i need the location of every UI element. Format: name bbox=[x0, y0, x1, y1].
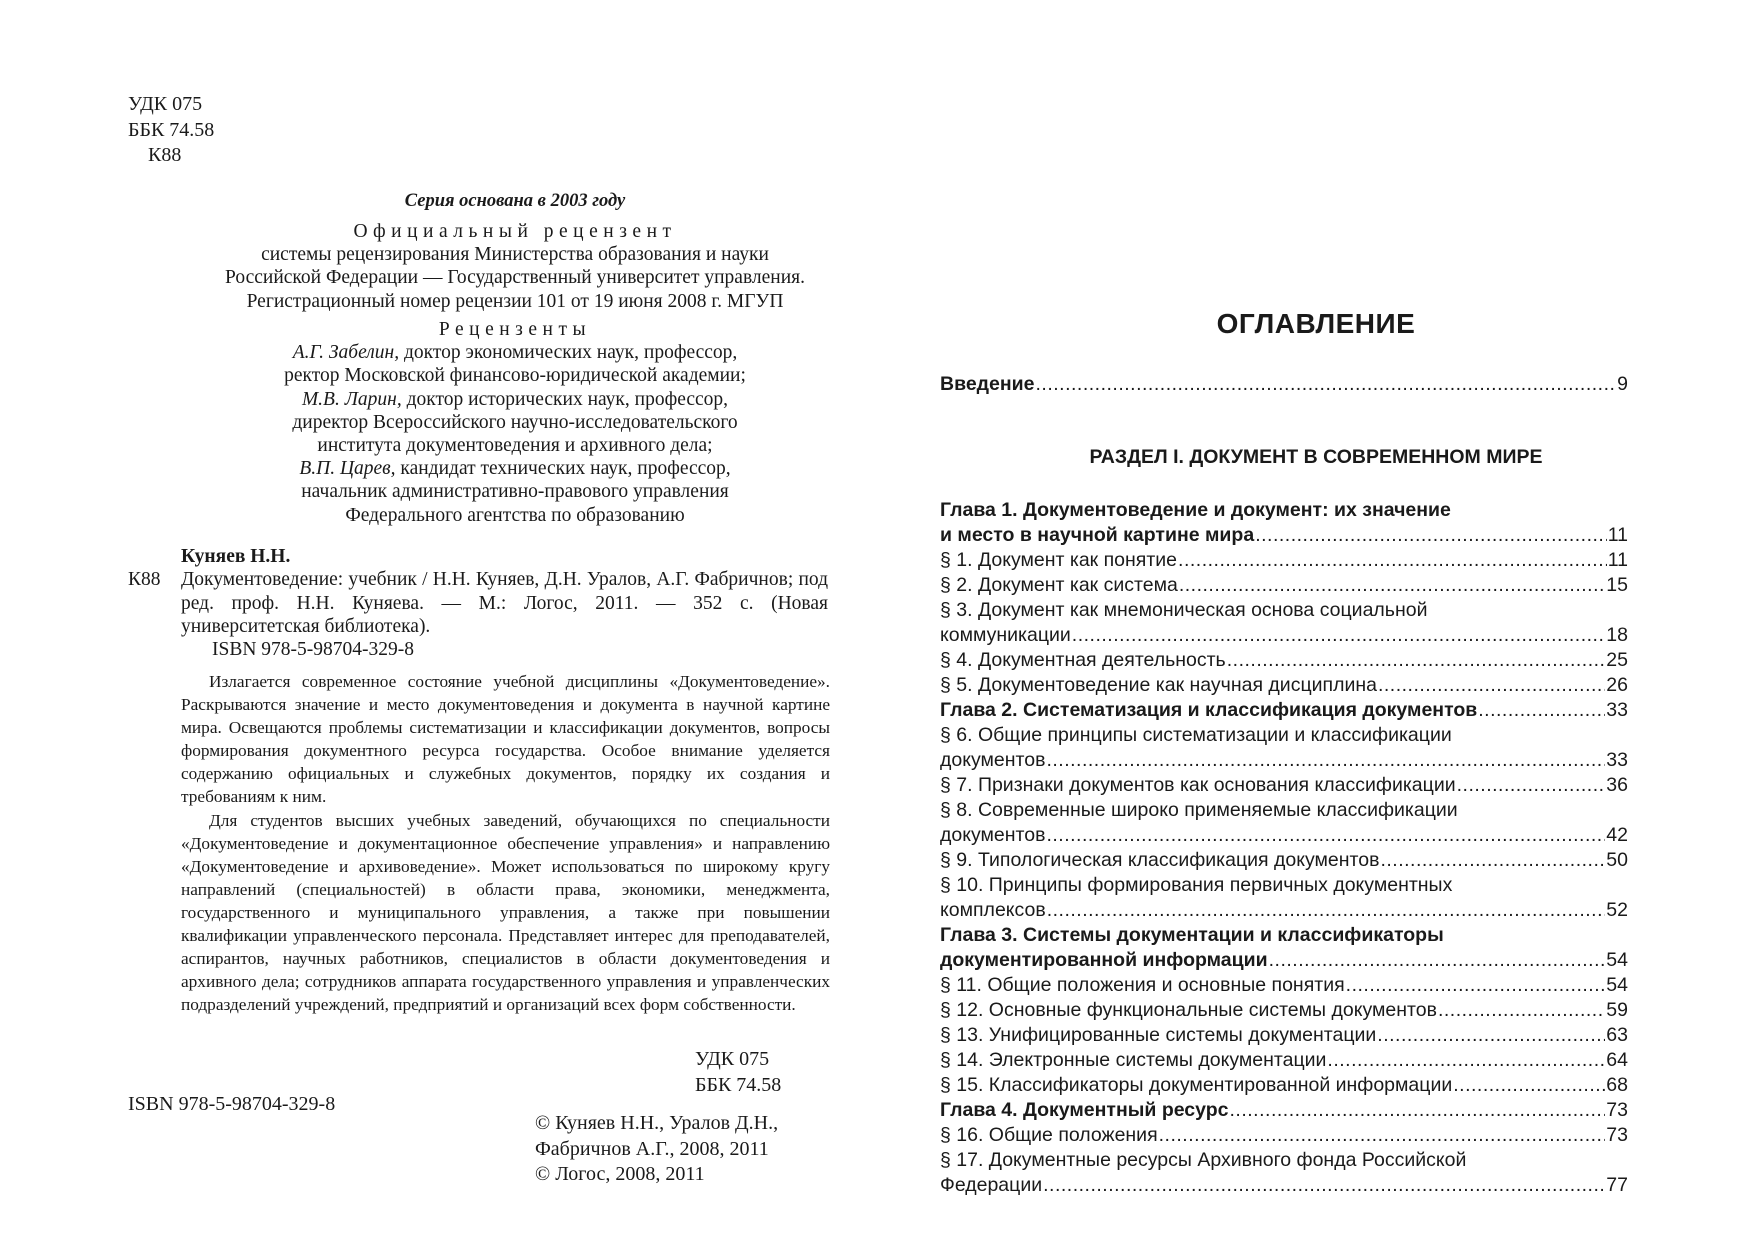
toc-entry[interactable] bbox=[940, 823, 1628, 848]
reviewer-title: доктор исторических наук, профессор, bbox=[401, 388, 729, 410]
udk-code-bottom: УДК 075 bbox=[695, 1048, 770, 1070]
toc-entry-text: § 6. Общие принципы систематизации и классификации bbox=[940, 724, 1452, 746]
copyright-line: © Куняев Н.Н., Уралов Д.Н., bbox=[535, 1112, 779, 1134]
toc-entry[interactable] bbox=[940, 523, 1628, 548]
toc-leader bbox=[1036, 372, 1617, 397]
toc-leader bbox=[1046, 748, 1605, 773]
toc-entry[interactable] bbox=[940, 1173, 1628, 1198]
official-reviewer-block bbox=[150, 220, 880, 313]
toc-page-number: 11 bbox=[1607, 549, 1628, 571]
copyright-block bbox=[535, 1111, 778, 1188]
toc-page-number: 33 bbox=[1606, 749, 1628, 771]
toc-page-number: 68 bbox=[1606, 1074, 1628, 1096]
toc-entry[interactable] bbox=[940, 1148, 1628, 1173]
reviewer-title: доктор экономических наук, профессор, bbox=[399, 342, 738, 364]
toc-page-number: 11 bbox=[1607, 524, 1628, 546]
toc-entry-text: § 7. Признаки документов как основания классификации bbox=[940, 774, 1456, 796]
toc-leader bbox=[1377, 1023, 1605, 1048]
author-sign: К88 bbox=[148, 144, 182, 166]
toc-leader bbox=[1043, 1173, 1605, 1198]
toc-entry-text: § 16. Общие положения bbox=[940, 1124, 1158, 1146]
toc-leader bbox=[1046, 823, 1605, 848]
toc-leader bbox=[1478, 698, 1605, 723]
toc-leader bbox=[1438, 998, 1605, 1023]
toc-entry-text: § 3. Документ как мнемоническая основа социальной bbox=[940, 599, 1428, 621]
toc-entry[interactable] bbox=[940, 898, 1628, 923]
toc-entry-text: § 11. Общие положения и основные понятия bbox=[940, 974, 1345, 996]
toc-entry-text: Глава 3. Системы документации и классификаторы bbox=[940, 924, 1444, 946]
toc-entry-text: § 5. Документоведение как научная дисциплина bbox=[940, 674, 1377, 696]
bibliographic-description: Документоведение: учебник / Н.Н. Куняев, Д.Н. Уралов, А.Г. Фабричнов; под ред. проф. Н.Н. Куняева. — М.: Логос, 2011. — 352 с. (Новая университетская библиотека). bbox=[181, 569, 828, 637]
toc-page-number: 64 bbox=[1606, 1049, 1628, 1071]
toc-entry-text: документов bbox=[940, 749, 1046, 771]
reviewer-name: А.Г. Забелин, bbox=[292, 342, 400, 364]
toc-page-number: 59 bbox=[1606, 999, 1628, 1021]
reviewer-line: начальник административно-правового управления bbox=[301, 481, 729, 503]
toc-entry[interactable] bbox=[940, 1073, 1628, 1098]
bbk-code: ББК 74.58 bbox=[128, 118, 215, 141]
toc-page-number: 52 bbox=[1606, 899, 1628, 921]
toc-entry[interactable] bbox=[940, 873, 1628, 898]
toc-leader bbox=[1255, 523, 1607, 548]
series-note: Серия основана в 2003 году bbox=[404, 191, 626, 211]
toc-entry-text: документированной информации bbox=[940, 949, 1268, 971]
toc-page-number: 15 bbox=[1606, 574, 1628, 596]
reviewers-block bbox=[150, 318, 880, 527]
toc-entry-text: Глава 2. Систематизация и классификация документов bbox=[940, 699, 1478, 721]
reviewer-title: кандидат технических наук, профессор, bbox=[395, 458, 731, 480]
right-page bbox=[877, 0, 1755, 1241]
toc-entry-text: § 2. Документ как система bbox=[940, 574, 1178, 596]
reviewer-line bbox=[150, 388, 880, 411]
toc-page-number: 9 bbox=[1617, 373, 1628, 395]
toc-entry[interactable] bbox=[940, 923, 1628, 948]
isbn-inline: ISBN 978-5-98704-329-8 bbox=[212, 639, 415, 661]
toc-page-number: 73 bbox=[1606, 1124, 1628, 1146]
reviewers-heading: Рецензенты bbox=[438, 319, 592, 340]
toc-entry[interactable] bbox=[940, 848, 1628, 873]
toc-page-number: 42 bbox=[1606, 824, 1628, 846]
toc-entry[interactable] bbox=[940, 698, 1628, 723]
toc-leader bbox=[1380, 848, 1605, 873]
reviewer-name: В.П. Царев, bbox=[299, 458, 396, 480]
annotation-paragraph: Излагается современное состояние учебной дисциплины «Документоведение». Раскрываются значение и место документоведения и документа в научной картине мира. Освещаются проблемы систематизации и классификации документов, вопросы формирования документного ресурса государства. Особое внимание уделяется содержанию официальных и служебных документов, порядку их создания и требованиям к ним. bbox=[181, 672, 830, 807]
toc-entry[interactable] bbox=[940, 1098, 1628, 1123]
toc-entry[interactable] bbox=[940, 548, 1628, 573]
toc-entry[interactable] bbox=[940, 372, 1628, 397]
toc-page-number: 26 bbox=[1606, 674, 1628, 696]
toc-entry[interactable] bbox=[940, 623, 1628, 648]
toc-entry[interactable] bbox=[940, 948, 1628, 973]
copyright-line: Фабричнов А.Г., 2008, 2011 bbox=[535, 1137, 769, 1160]
author-name: Куняев Н.Н. bbox=[181, 546, 291, 567]
toc-page-number: 25 bbox=[1606, 649, 1628, 671]
toc-entry-text: § 8. Современные широко применяемые классификации bbox=[940, 799, 1458, 821]
reviewer-line: ректор Московской финансово-юридической академии; bbox=[284, 365, 746, 387]
toc-page-number: 36 bbox=[1606, 774, 1628, 796]
toc-entry-text: § 13. Унифицированные системы документации bbox=[940, 1024, 1377, 1046]
section-heading: РАЗДЕЛ I. ДОКУМЕНТ В СОВРЕМЕННОМ МИРЕ bbox=[1089, 446, 1543, 468]
toc-entry-text: § 17. Документные ресурсы Архивного фонда Российской bbox=[940, 1149, 1467, 1171]
toc-entry[interactable] bbox=[940, 1123, 1628, 1148]
official-reviewer-line: системы рецензирования Министерства образования и науки bbox=[261, 244, 769, 266]
reviewer-line: института документоведения и архивного дела; bbox=[317, 435, 713, 457]
toc-leader bbox=[1327, 1048, 1605, 1073]
reviewer-line: Федерального агентства по образованию bbox=[345, 504, 685, 526]
toc-leader bbox=[1227, 648, 1606, 673]
reviewer-line: директор Всероссийского научно-исследовательского bbox=[292, 411, 738, 433]
toc-leader bbox=[1457, 773, 1606, 798]
bbk-code-bottom: ББК 74.58 bbox=[695, 1073, 782, 1096]
bibliographic-record bbox=[128, 545, 828, 661]
toc-entry-text: и место в научной картине мира bbox=[940, 524, 1255, 546]
toc-entry[interactable] bbox=[940, 973, 1628, 998]
toc-entry-text: Введение bbox=[940, 373, 1035, 395]
toc-entry-text: § 1. Документ как понятие bbox=[940, 549, 1178, 571]
toc-entry[interactable] bbox=[940, 673, 1628, 698]
toc-entry-text: комплексов bbox=[940, 899, 1046, 921]
author-sign-record: К88 bbox=[128, 569, 161, 590]
toc-page-number: 63 bbox=[1606, 1024, 1628, 1046]
toc-leader bbox=[1178, 548, 1607, 573]
toc-entry[interactable] bbox=[940, 998, 1628, 1023]
toc-page-number: 54 bbox=[1606, 974, 1628, 996]
toc-entry-text: § 4. Документная деятельность bbox=[940, 649, 1226, 671]
toc-page-number: 54 bbox=[1606, 949, 1628, 971]
reviewer-name: М.В. Ларин, bbox=[301, 388, 402, 410]
toc-leader bbox=[1047, 898, 1606, 923]
toc-leader bbox=[1230, 1098, 1606, 1123]
toc-entry-text: Глава 1. Документоведение и документ: их значение bbox=[940, 499, 1451, 521]
toc-entry-text: Федерации bbox=[940, 1174, 1043, 1196]
bottom-codes bbox=[695, 1047, 781, 1098]
toc-page-number: 73 bbox=[1606, 1099, 1628, 1121]
toc-entry-text: § 9. Типологическая классификация документов bbox=[940, 849, 1380, 871]
toc-entry-text: § 14. Электронные системы документации bbox=[940, 1049, 1327, 1071]
toc-entry-text: коммуникации bbox=[940, 624, 1071, 646]
toc-page-number: 18 bbox=[1606, 624, 1628, 646]
toc-entry[interactable] bbox=[940, 598, 1628, 623]
toc-page-number: 77 bbox=[1606, 1174, 1628, 1196]
toc-entry[interactable] bbox=[940, 798, 1628, 823]
official-reviewer-line: Российской Федерации — Государственный университет управления. bbox=[225, 267, 805, 289]
toc-entry[interactable] bbox=[940, 748, 1628, 773]
toc-title: ОГЛАВЛЕНИЕ bbox=[1216, 308, 1416, 339]
toc-entry[interactable] bbox=[940, 773, 1628, 798]
toc-leader bbox=[1159, 1123, 1606, 1148]
reviewer-line bbox=[150, 341, 880, 364]
official-reviewer-heading: Официальный рецензент bbox=[353, 221, 677, 242]
toc-page-number: 33 bbox=[1606, 699, 1628, 721]
toc-entry[interactable] bbox=[940, 723, 1628, 748]
toc-entry-text: § 10. Принципы формирования первичных документных bbox=[940, 874, 1453, 896]
annotation-paragraph: Для студентов высших учебных заведений, обучающихся по специальности «Документоведение и документационное обеспечение управления» и направлению «Документоведение и архивоведение». Может использоваться по широкому кругу направлений (специальностей) в области права, экономики, менеджмента, государственного и муниципального управления, а также при повышении квалификации управленческого персонала. Представляет интерес для преподавателей, аспирантов, научных работников, специалистов в области документоведения и архивного дела; сотрудников аппарата государственного управления и управленческих подразделений учреждений, предприятий и организаций всех форм собственности. bbox=[181, 810, 830, 1015]
toc-entry[interactable] bbox=[940, 1048, 1628, 1073]
toc-page-number: 50 bbox=[1606, 849, 1628, 871]
toc-entry[interactable] bbox=[940, 1023, 1628, 1048]
toc-entry[interactable] bbox=[940, 498, 1628, 523]
toc-entry[interactable] bbox=[940, 648, 1628, 673]
toc-leader bbox=[1346, 973, 1606, 998]
toc-entry-text: документов bbox=[940, 824, 1046, 846]
toc-entry-text: § 12. Основные функциональные системы документов bbox=[940, 999, 1437, 1021]
toc-intro bbox=[940, 372, 1628, 397]
classification-codes bbox=[128, 92, 214, 169]
udk-code: УДК 075 bbox=[128, 93, 203, 115]
reviewer-line bbox=[150, 457, 880, 480]
toc-leader bbox=[1453, 1073, 1605, 1098]
toc-entry-text: § 15. Классификаторы документированной информации bbox=[940, 1074, 1453, 1096]
toc-leader bbox=[1072, 623, 1606, 648]
toc-leader bbox=[1179, 573, 1605, 598]
official-reviewer-line: Регистрационный номер рецензии 101 от 19 июня 2008 г. МГУП bbox=[246, 290, 784, 312]
annotation bbox=[181, 670, 830, 1016]
isbn-bottom: ISBN 978-5-98704-329-8 bbox=[128, 1093, 336, 1115]
copyright-line: © Логос, 2008, 2011 bbox=[535, 1163, 705, 1185]
toc-leader bbox=[1269, 948, 1606, 973]
toc-leader bbox=[1378, 673, 1605, 698]
left-page bbox=[0, 0, 877, 1241]
toc-list bbox=[940, 498, 1628, 1198]
toc-entry[interactable] bbox=[940, 573, 1628, 598]
toc-entry-text: Глава 4. Документный ресурс bbox=[940, 1099, 1229, 1121]
